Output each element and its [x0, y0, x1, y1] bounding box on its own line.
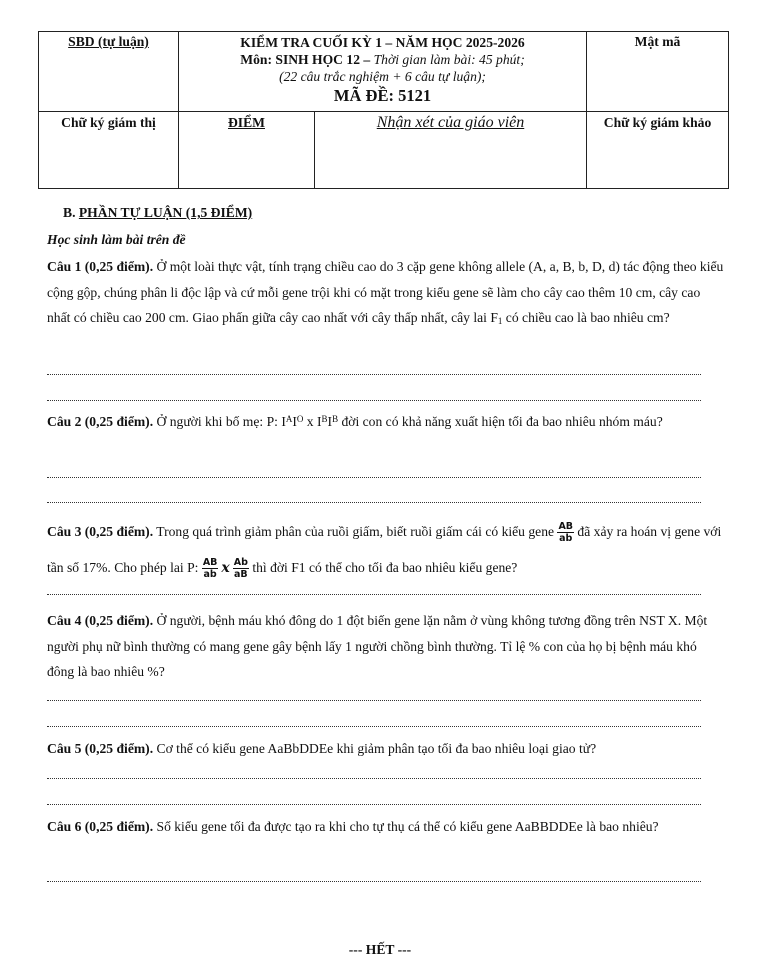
proctor-signature-label: Chữ ký giám thị — [61, 115, 156, 130]
question-6 — [47, 814, 727, 840]
answer-line[interactable] — [47, 594, 701, 595]
teacher-comment-label: Nhận xét của giáo viên — [376, 114, 525, 131]
end-marker: --- HẾT --- — [348, 942, 412, 957]
question-1-heading: Câu 1 (0,25 điểm). — [47, 259, 154, 274]
answer-line[interactable] — [47, 778, 701, 779]
allele-sup: B — [332, 414, 339, 424]
question-6-text: Số kiểu gene tối đa được tạo ra khi cho tự thụ cá thể có kiểu gene AaBBDDEe là bao nhiêu? — [153, 819, 659, 834]
fraction-numerator: AB — [558, 521, 574, 533]
question-2-text: Ở người khi bố mẹ: P: I — [153, 414, 286, 429]
section-title-text: PHẦN TỰ LUẬN (1,5 ĐIỂM) — [78, 205, 253, 220]
question-2 — [47, 409, 727, 435]
answer-line[interactable] — [47, 374, 701, 375]
fraction-numerator: AB — [202, 557, 218, 569]
answer-line[interactable] — [47, 804, 701, 805]
exam-info-cell — [179, 32, 587, 112]
exam-code: MÃ ĐỀ: 5121 — [333, 86, 432, 105]
answer-line[interactable] — [47, 502, 701, 503]
genotype-fraction — [202, 557, 219, 580]
question-3-heading: Câu 3 (0,25 điểm). — [47, 524, 154, 539]
question-1 — [47, 254, 727, 331]
question-1-text: Ở một loài thực vật, tính trạng chiều cao do 3 cặp gene không allele (A, a, B, b, D, d) tác động theo kiểu cộng gộp, chúng phân li độc lập và cứ mỗi gene trội khi có mặt trong kiểu gene sẽ làm cho cây cao thêm 10 cm, cây cao nhất có chiều cao 200 cm. Giao phấn giữa cây cao nhất với cây thấp nhất, cây lai F — [47, 259, 724, 325]
fraction-numerator: Ab — [233, 557, 248, 569]
secret-code-cell — [587, 32, 729, 112]
subject-label: Môn: SINH HỌC 12 – — [240, 52, 374, 67]
sbd-cell — [39, 32, 179, 112]
score-cell — [179, 112, 315, 189]
proctor-signature-cell — [39, 112, 179, 189]
question-count: (22 câu trắc nghiệm + 6 câu tự luận); — [279, 69, 486, 84]
score-label: ĐIỂM — [227, 115, 265, 130]
allele-sup: B — [321, 414, 328, 424]
question-3-text-mid: đã xảy ra hoán vị gene với tần số 17%. Cho phép lai P: — [47, 524, 722, 575]
section-instruction: Học sinh làm bài trên đề — [47, 232, 186, 247]
secret-code-label: Mật mã — [634, 34, 681, 49]
question-3-text-end: thì đời F1 có thể cho tối đa bao nhiêu kiểu gene? — [248, 560, 518, 575]
question-5 — [47, 736, 727, 762]
sbd-label: SBD (tự luận) — [68, 34, 149, 49]
exam-title: KIỂM TRA CUỐI KỲ 1 – NĂM HỌC 2025-2026 — [240, 35, 525, 50]
examiner-signature-cell — [587, 112, 729, 189]
time-label: Thời gian làm bài: 45 phút; — [373, 52, 525, 67]
fraction-denominator: ab — [203, 569, 217, 581]
genotype-fraction — [557, 521, 574, 544]
question-2-text-end: đời con có khả năng xuất hiện tối đa bao nhiêu nhóm máu? — [338, 414, 663, 429]
cross-text: x I — [303, 414, 322, 429]
allele-text: I — [292, 414, 297, 429]
question-4 — [47, 608, 727, 685]
question-5-heading: Câu 5 (0,25 điểm). — [47, 741, 154, 756]
question-1-text-end: có chiều cao là bao nhiêu cm? — [502, 310, 670, 325]
fraction-denominator: aB — [234, 569, 248, 581]
section-prefix: B. — [63, 205, 79, 220]
answer-line[interactable] — [47, 881, 701, 882]
exam-header-table — [38, 31, 729, 189]
question-6-heading: Câu 6 (0,25 điểm). — [47, 819, 154, 834]
question-2-heading: Câu 2 (0,25 điểm). — [47, 414, 154, 429]
answer-line[interactable] — [47, 477, 701, 478]
allele-text: I — [327, 414, 333, 429]
question-1-subscript: 1 — [497, 316, 503, 326]
allele-sup: A — [285, 414, 293, 424]
question-3-text: Trong quá trình giảm phân của ruồi giấm, biết ruồi giấm cái có kiểu gene — [153, 524, 558, 539]
question-3 — [47, 514, 727, 586]
question-4-text: Ở người, bệnh máu khó đông do 1 đột biến gene lặn nằm ở vùng không tương đồng trên NST X. Một người phụ nữ bình thường có mang gene gây bệnh lấy 1 người chồng bình thường. Tỉ lệ % con của họ bị bệnh máu khó đông là bao nhiêu %? — [47, 613, 708, 679]
answer-line[interactable] — [47, 700, 701, 701]
answer-line[interactable] — [47, 400, 701, 401]
examiner-signature-label: Chữ ký giám khảo — [603, 115, 712, 130]
cross-symbol: x — [221, 560, 230, 576]
question-4-heading: Câu 4 (0,25 điểm). — [47, 613, 154, 628]
teacher-comment-cell — [315, 112, 587, 189]
question-5-text: Cơ thể có kiểu gene AaBbDDEe khi giảm phân tạo tối đa bao nhiêu loại giao tử? — [153, 741, 597, 756]
section-title — [63, 205, 252, 221]
genotype-fraction — [233, 557, 249, 580]
fraction-denominator: ab — [559, 533, 573, 545]
subject-line — [179, 51, 586, 68]
answer-line[interactable] — [47, 726, 701, 727]
allele-sup: O — [296, 414, 304, 424]
